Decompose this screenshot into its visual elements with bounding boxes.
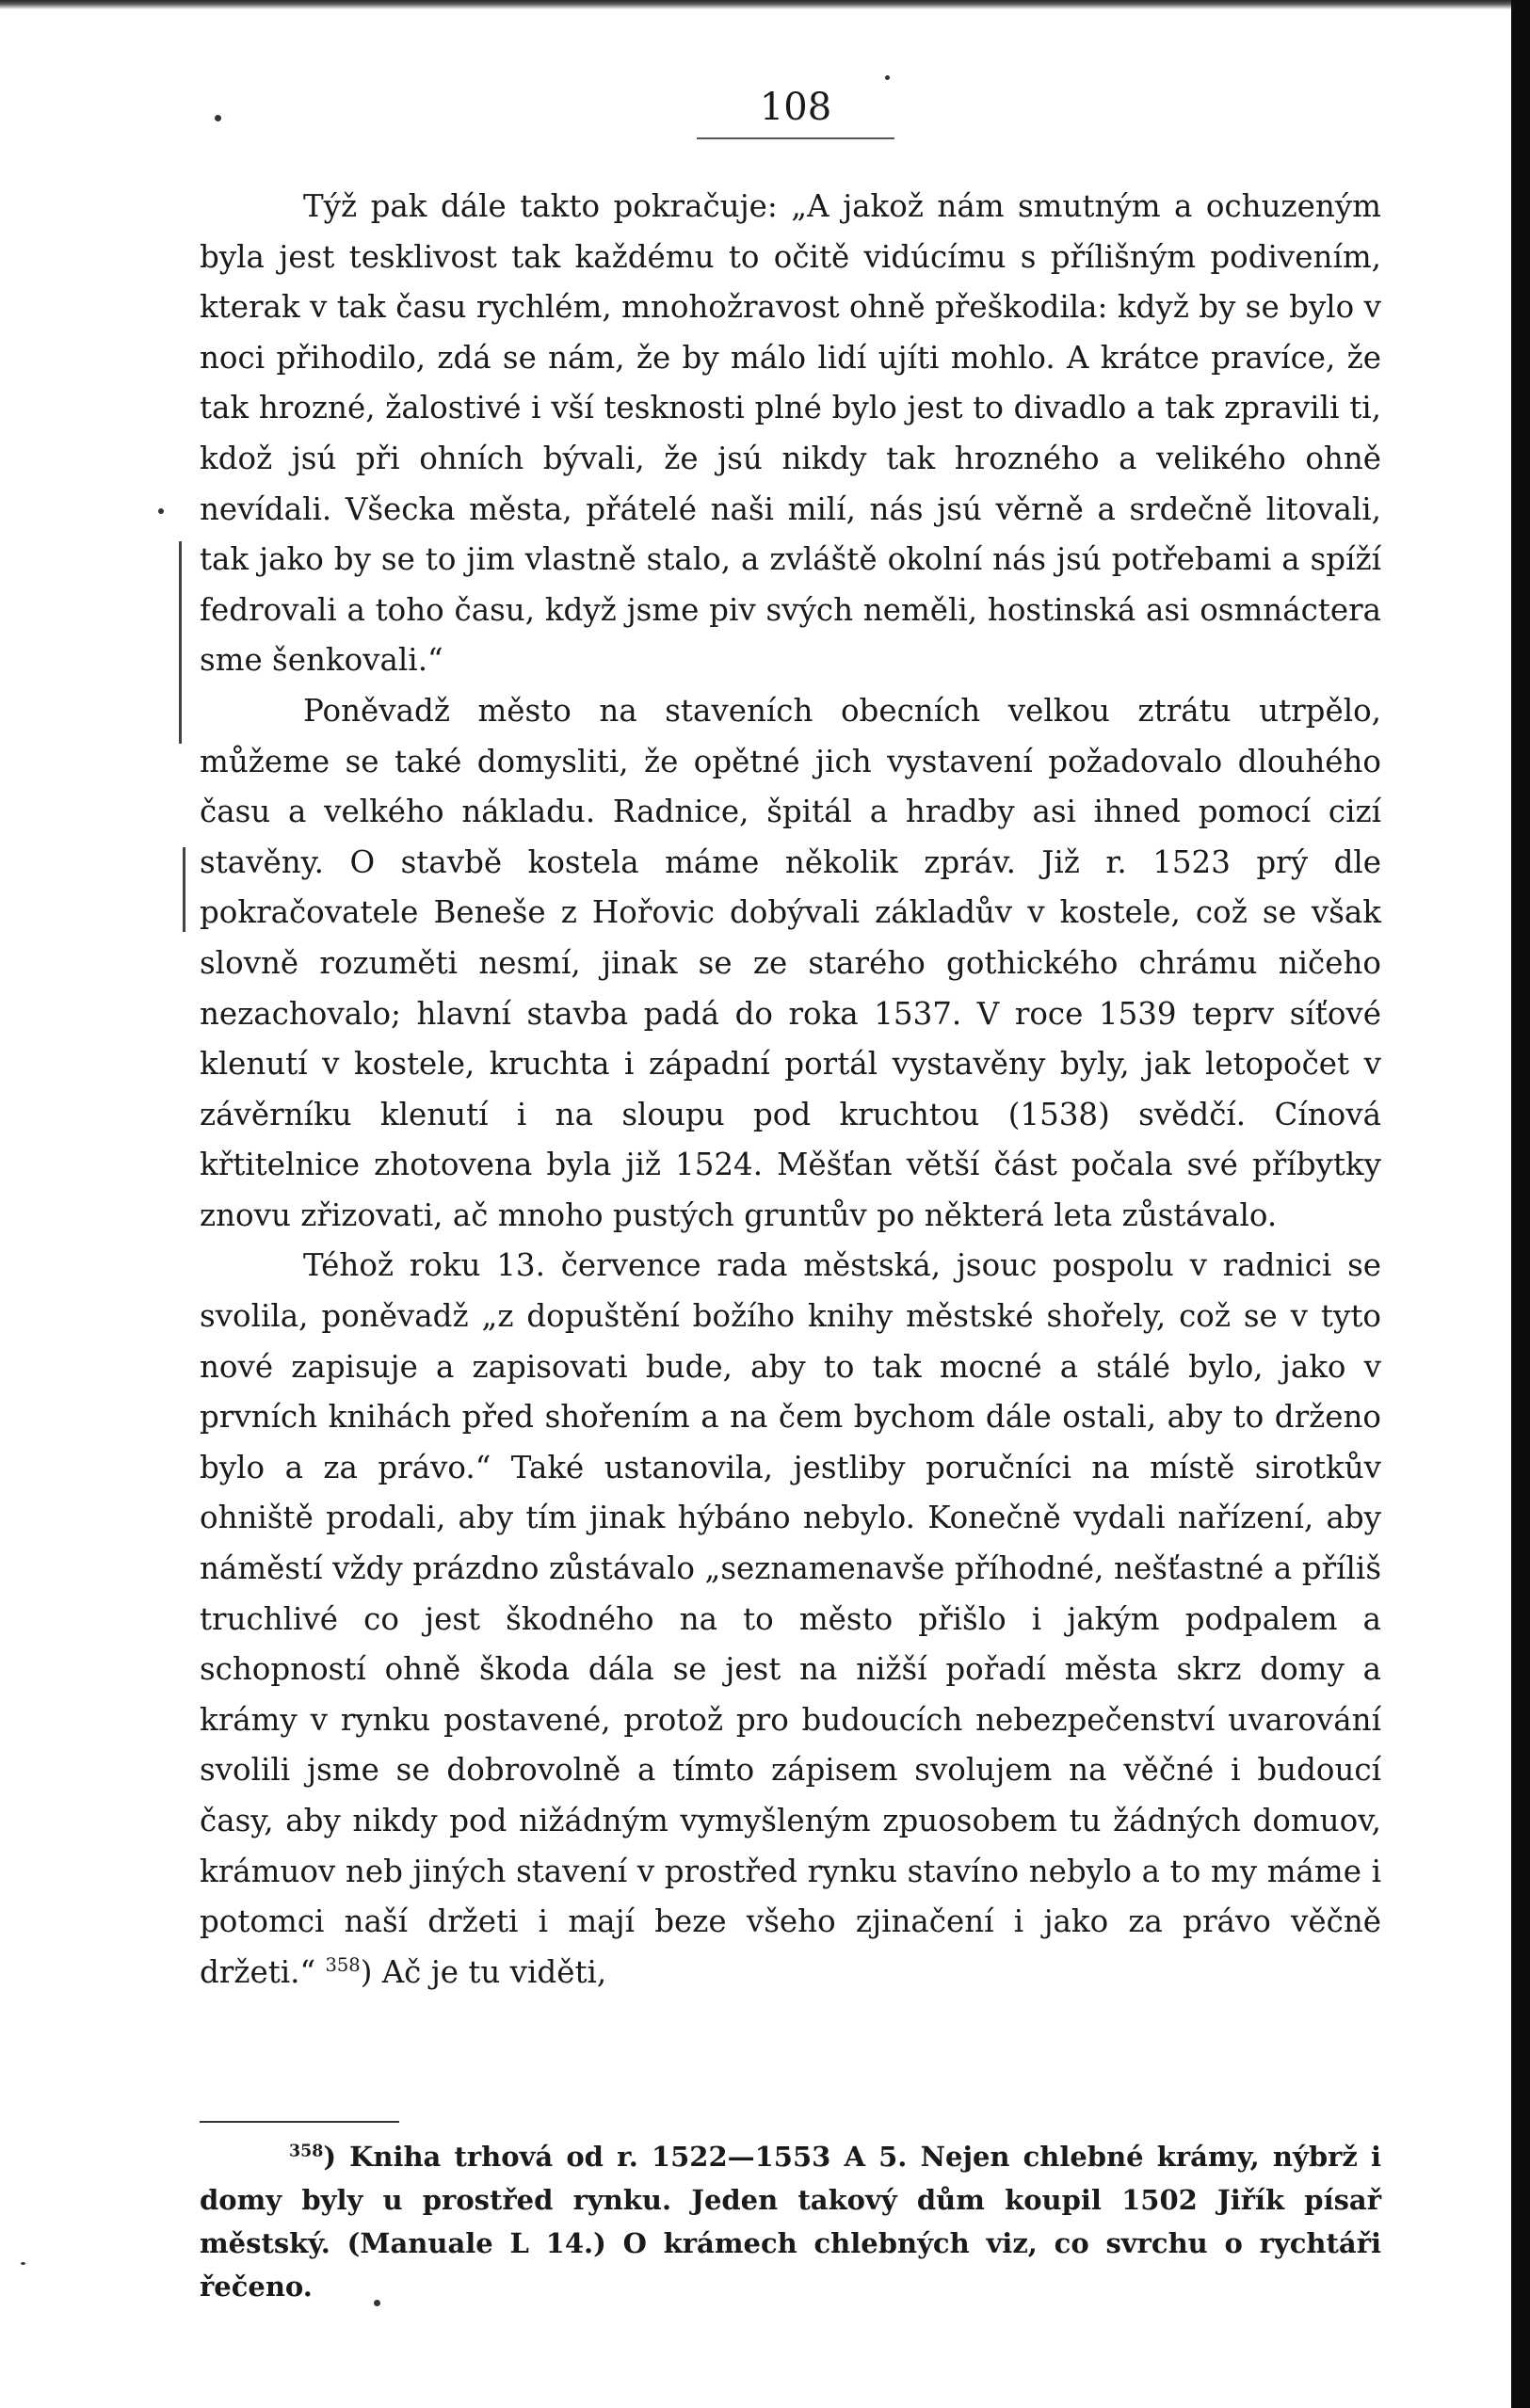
paragraph-1: Týž pak dále takto pokračuje: „A jakož nám smutným a ochuzeným byla jest tesklivost tak každému to očitě vidúcímu s přílišným podivením, kterak v tak času rychlém, mnohožravost ohně přeškodila: když by se bylo v noci přihodilo, zdá se nám, že by málo lidí ujíti mohlo. A krátce pravíce, že tak hrozné, žalostivé i vší tesknosti plné bylo jest to divadlo a tak zpravili ti, kdož jsú při ohních bývali, že jsú nikdy tak hrozného a velikého ohně nevídali. Všecka města, přátelé naši milí, nás jsú věrně a srdečně litovali, tak jako by se to jim vlastně stalo, a zvláště okolní nás jsú potřebami a spíží fedrovali a toho času, když jsme piv svých neměli, hostinská asi osmnáctera sme šenkovali.“ [200,188,1381,679]
footnote-marker: 358 [289,2142,324,2161]
main-text [200,182,1381,1998]
paragraph-3-text: Téhož roku 13. července rada městská, jsouc pospolu v radnici se svolila, poněvadž „z dopuštění božího knihy městské shořely, což se v tyto nové zapisuje a zapisovati bude, aby to tak mocné a stálé bylo, jako v prvních knihách před shořením a na čem bychom dále ostali, aby to drženo bylo a za právo.“ Také ustanovila, jestliby poručníci na místě sirotkův ohniště prodali, aby tím jinak hýbáno nebylo. Konečně vydali nařízení, aby náměstí vždy prázdno zůstávalo „seznamenavše příhodné, nešťastné a příliš truchlivé co jest škodného na to město přišlo i jakým podpalem a schopností ohně škoda dála se jest na nižší pořadí města skrz domy a krámy v rynku postavené, protož pro budoucích nebezpečenství uvarování svolili jsme se dobrovolně a tímto zápisem svolujem na věčné i budoucí časy, aby nikdy pod nižádným vymyšleným zpuosobem tu žádných domuov, krámuov neb jiných stavení v prostřed rynku stavíno nebylo a to my máme i potomci naší držeti i mají beze všeho zjinačení i jako za právo věčně držeti.“ [200,1247,1381,1990]
page-number-rule [697,137,894,139]
footnote-text: ) Kniha trhová od r. 1522—1553 A 5. Nejen chlebné krámy, nýbrž i domy byly u prostřed rynku. Jeden takový dům koupil 1502 Jiřík písař městský. (Manuale L 14.) O krámech chlebných viz, co svrchu o rychtáři řečeno. [200,2141,1381,2303]
margin-line-mark [179,541,182,744]
dust-speck [215,115,221,121]
footnote-rule [200,2121,399,2123]
paragraph-2: Poněvadž město na staveních obecních velkou ztrátu utrpělo, můžeme se také domysliti, že opětné jich vystavení požadovalo dlouhého času a velkého nákladu. Radnice, špitál a hradby asi ihned pomocí cizí stavěny. O stavbě kostela máme několik zpráv. Již r. 1523 prý dle pokračovatele Beneše z Hořovic dobývali základův v kostele, což se však slovně rozuměti nesmí, jinak se ze starého gothického chrámu ničeho nezachovalo; hlavní stavba padá do roka 1537. V roce 1539 teprv síťové klenutí v kostele, kruchta i západní portál vystavěny byly, jak letopočet v závěrníku klenutí i na sloupu pod kruchtou (1538) svědčí. Cínová křtitelnice zhotovena byla již 1524. Měšťan větší část počala své příbytky znovu zřizovati, ač mnoho pustých gruntův po některá leta zůstávalo. [200,692,1381,1233]
margin-line-mark [183,847,185,932]
paragraph-3-closing: Ač je tu viděti, [372,1953,607,1990]
footnote-reference: 358 [325,1953,361,1976]
footnote-358 [200,2135,1381,2308]
dust-speck [374,2300,380,2306]
dust-speck [885,75,890,80]
dust-speck [158,508,164,514]
footnotes [200,2135,1381,2308]
dust-speck [21,2262,25,2265]
paragraph-3: Téhož roku 13. července rada městská, jsouc pospolu v radnici se svolila, poněvadž „z dopuštění božího knihy městské shořely, což se v tyto nové zapisuje a zapisovati bude, aby to tak mocné a stálé bylo, jako v prvních knihách před shořením a na čem bychom dále ostali, aby to drženo bylo a za právo.“ Také ustanovila, jestliby poručníci na místě sirotkův ohniště prodali, aby tím jinak hýbáno nebylo. Konečně vydali nařízení, aby náměstí vždy prázdno zůstávalo „seznamenavše příhodné, nešťastné a příliš truchlivé co jest škodného na to město přišlo i jakým podpalem a schopností ohně škoda dála se jest na nižší pořadí města skrz domy a krámy v rynku postavené, protož pro budoucích nebezpečenství uvarování svolili jsme se dobrovolně a tímto zápisem svolujem na věčné i budoucí časy, aby nikdy pod nižádným vymyšleným zpuosobem tu žádných domuov, krámuov neb jiných stavení v prostřed rynku stavíno nebylo a to my máme i potomci naší držeti i mají beze všeho zjinačení i jako za právo věčně držeti.“ $^{358}$) Ač je tu viděti, [200,1247,1381,1990]
scan-right-edge [1511,0,1530,2408]
scan-top-edge [0,0,1530,9]
page-number: 108 [759,86,832,129]
